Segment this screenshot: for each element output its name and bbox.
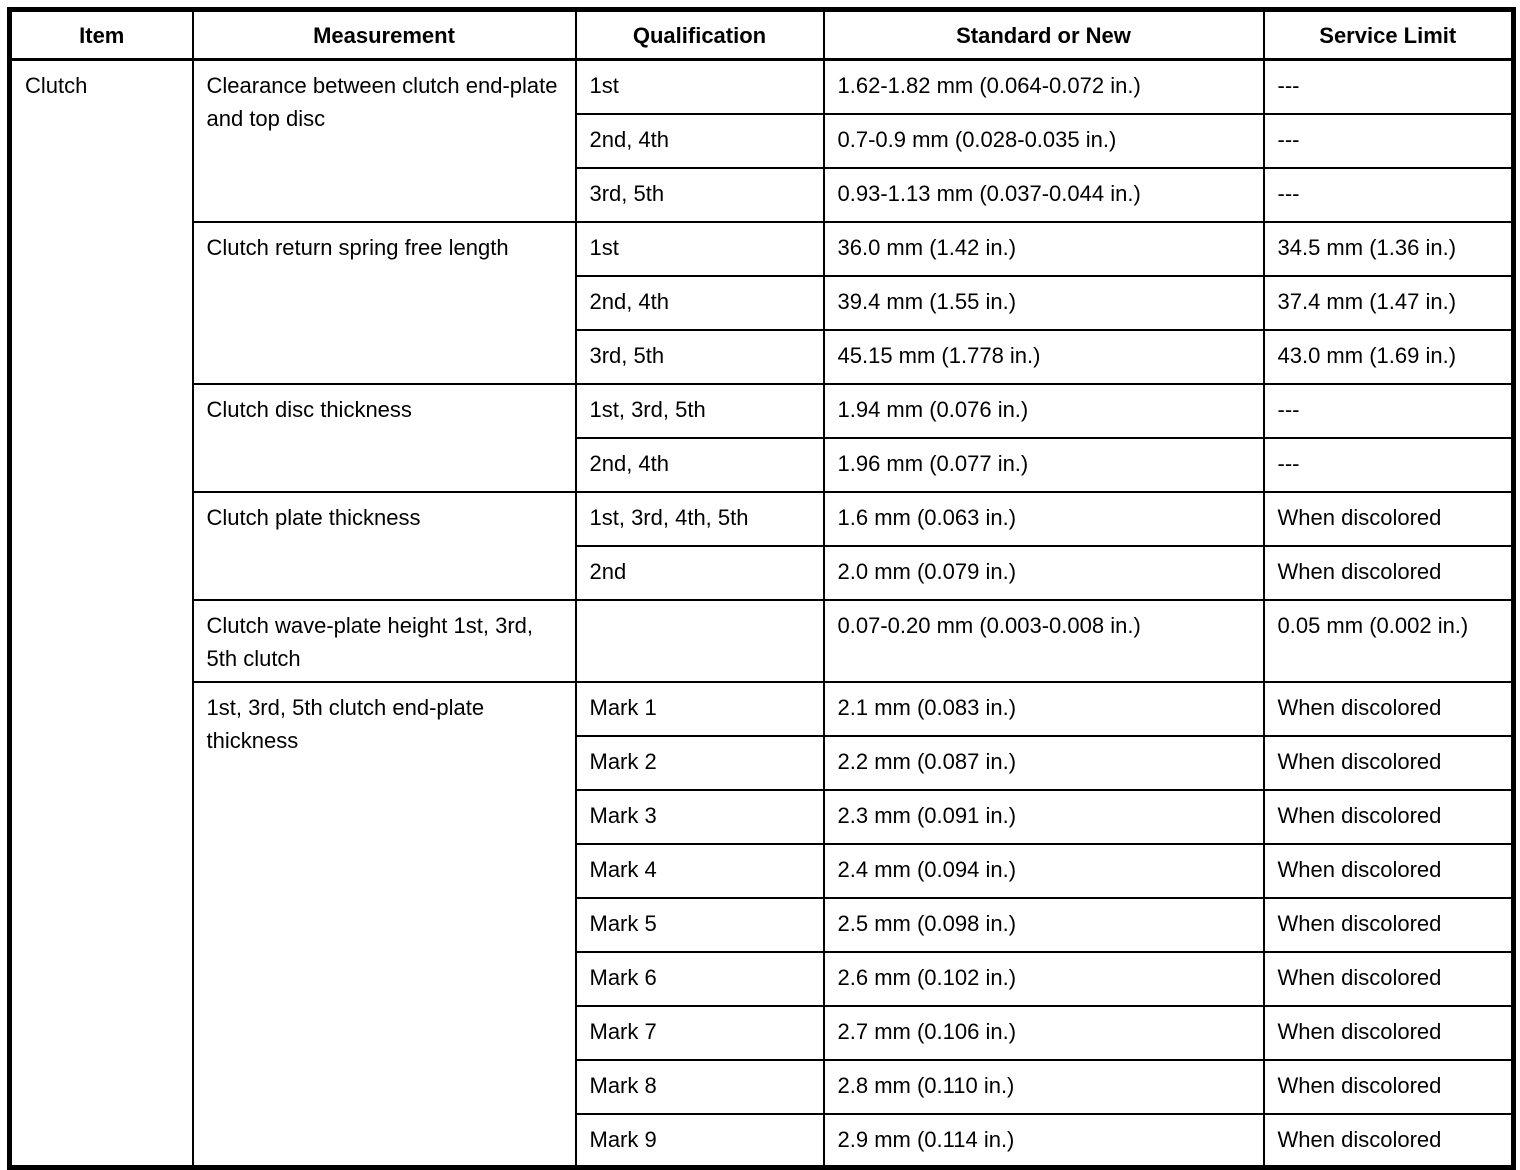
qualification-cell: Mark 6: [576, 952, 824, 1006]
service-limit-cell: 0.05 mm (0.002 in.): [1264, 600, 1514, 682]
header-measurement: Measurement: [193, 10, 576, 60]
standard-or-new-cell: 1.96 mm (0.077 in.): [824, 438, 1264, 492]
qualification-cell: Mark 1: [576, 682, 824, 736]
measurement-cell: Clutch disc thickness: [193, 384, 576, 492]
clutch-spec-table: [7, 7, 1516, 1170]
qualification-cell: 1st, 3rd, 4th, 5th: [576, 492, 824, 546]
service-limit-cell: When discolored: [1264, 546, 1514, 600]
table-row: [10, 384, 1514, 438]
standard-or-new-cell: 2.9 mm (0.114 in.): [824, 1114, 1264, 1168]
qualification-cell: 2nd: [576, 546, 824, 600]
measurement-cell: 1st, 3rd, 5th clutch end-plate thickness: [193, 682, 576, 1168]
service-limit-cell: When discolored: [1264, 790, 1514, 844]
qualification-cell: 1st: [576, 222, 824, 276]
service-limit-cell: When discolored: [1264, 682, 1514, 736]
qualification-cell: 1st, 3rd, 5th: [576, 384, 824, 438]
service-limit-cell: ---: [1264, 60, 1514, 114]
service-limit-cell: 37.4 mm (1.47 in.): [1264, 276, 1514, 330]
service-limit-cell: 43.0 mm (1.69 in.): [1264, 330, 1514, 384]
service-limit-cell: When discolored: [1264, 1060, 1514, 1114]
measurement-cell: Clearance between clutch end-plate and top disc: [193, 60, 576, 222]
measurement-cell: Clutch plate thickness: [193, 492, 576, 600]
service-limit-cell: ---: [1264, 168, 1514, 222]
table-row: [10, 682, 1514, 736]
table-row: [10, 60, 1514, 114]
qualification-cell: 1st: [576, 60, 824, 114]
header-row: [10, 10, 1514, 60]
standard-or-new-cell: 2.4 mm (0.094 in.): [824, 844, 1264, 898]
spec-table-body: [10, 60, 1514, 1168]
qualification-cell: 2nd, 4th: [576, 276, 824, 330]
qualification-cell: Mark 5: [576, 898, 824, 952]
standard-or-new-cell: 2.2 mm (0.087 in.): [824, 736, 1264, 790]
standard-or-new-cell: 2.5 mm (0.098 in.): [824, 898, 1264, 952]
service-limit-cell: When discolored: [1264, 898, 1514, 952]
header-qualification: Qualification: [576, 10, 824, 60]
table-header: [10, 10, 1514, 60]
service-limit-cell: 34.5 mm (1.36 in.): [1264, 222, 1514, 276]
standard-or-new-cell: 1.94 mm (0.076 in.): [824, 384, 1264, 438]
qualification-cell: Mark 4: [576, 844, 824, 898]
standard-or-new-cell: 1.6 mm (0.063 in.): [824, 492, 1264, 546]
service-limit-cell: ---: [1264, 384, 1514, 438]
service-limit-cell: When discolored: [1264, 844, 1514, 898]
service-limit-cell: When discolored: [1264, 1114, 1514, 1168]
standard-or-new-cell: 0.07-0.20 mm (0.003-0.008 in.): [824, 600, 1264, 682]
header-item: Item: [10, 10, 193, 60]
qualification-cell: 2nd, 4th: [576, 114, 824, 168]
table-row: [10, 600, 1514, 682]
measurement-cell: Clutch return spring free length: [193, 222, 576, 384]
standard-or-new-cell: 0.93-1.13 mm (0.037-0.044 in.): [824, 168, 1264, 222]
qualification-cell: 3rd, 5th: [576, 330, 824, 384]
service-limit-cell: ---: [1264, 114, 1514, 168]
service-limit-cell: When discolored: [1264, 952, 1514, 1006]
standard-or-new-cell: 2.0 mm (0.079 in.): [824, 546, 1264, 600]
service-limit-cell: When discolored: [1264, 736, 1514, 790]
standard-or-new-cell: 39.4 mm (1.55 in.): [824, 276, 1264, 330]
standard-or-new-cell: 45.15 mm (1.778 in.): [824, 330, 1264, 384]
standard-or-new-cell: 2.7 mm (0.106 in.): [824, 1006, 1264, 1060]
standard-or-new-cell: 2.6 mm (0.102 in.): [824, 952, 1264, 1006]
standard-or-new-cell: 2.3 mm (0.091 in.): [824, 790, 1264, 844]
standard-or-new-cell: 36.0 mm (1.42 in.): [824, 222, 1264, 276]
qualification-cell: Mark 2: [576, 736, 824, 790]
table-row: [10, 222, 1514, 276]
item-cell: Clutch: [10, 60, 193, 1168]
standard-or-new-cell: 2.8 mm (0.110 in.): [824, 1060, 1264, 1114]
measurement-cell: Clutch wave-plate height 1st, 3rd, 5th clutch: [193, 600, 576, 682]
qualification-cell: Mark 3: [576, 790, 824, 844]
qualification-cell: 3rd, 5th: [576, 168, 824, 222]
standard-or-new-cell: 2.1 mm (0.083 in.): [824, 682, 1264, 736]
service-limit-cell: When discolored: [1264, 492, 1514, 546]
qualification-cell: 2nd, 4th: [576, 438, 824, 492]
qualification-cell: Mark 9: [576, 1114, 824, 1168]
qualification-cell: Mark 8: [576, 1060, 824, 1114]
qualification-cell: [576, 600, 824, 682]
standard-or-new-cell: 0.7-0.9 mm (0.028-0.035 in.): [824, 114, 1264, 168]
qualification-cell: Mark 7: [576, 1006, 824, 1060]
service-limit-cell: ---: [1264, 438, 1514, 492]
header-standard-or-new: Standard or New: [824, 10, 1264, 60]
table-row: [10, 492, 1514, 546]
standard-or-new-cell: 1.62-1.82 mm (0.064-0.072 in.): [824, 60, 1264, 114]
service-limit-cell: When discolored: [1264, 1006, 1514, 1060]
header-service-limit: Service Limit: [1264, 10, 1514, 60]
